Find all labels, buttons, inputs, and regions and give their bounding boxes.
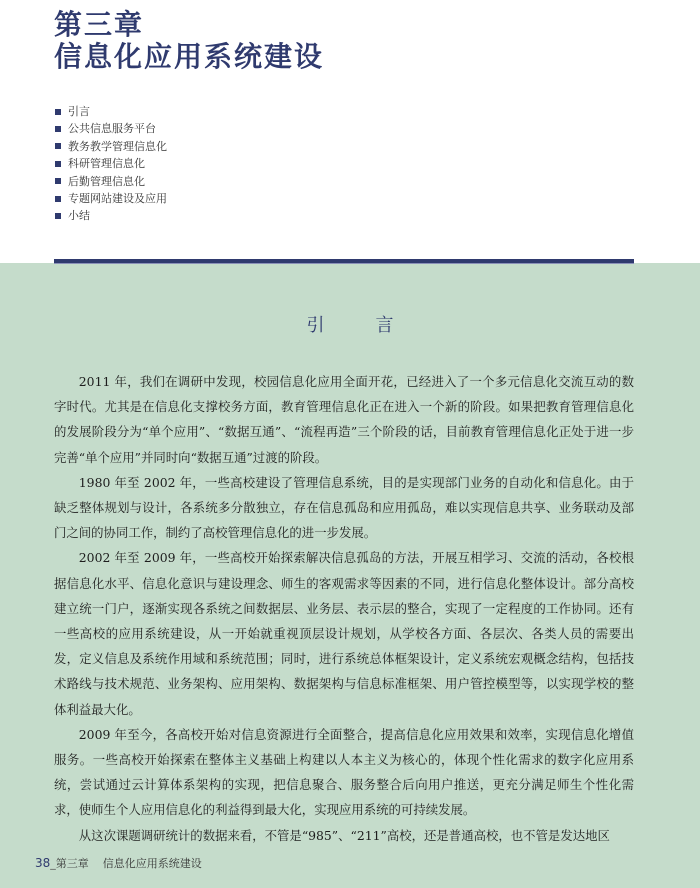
- paragraph: 2011 年，我们在调研中发现，校园信息化应用全面开花，已经进入了一个多元信息化交流互动的数字时代。尤其是在信息化支撑校务方面，教育管理信息化正在进入一个新的阶段。如果把教育管理信息化的发展阶段分为“单个应用”、“数据互通”、“流程再造”三个阶段的话，目前教育管理信息化正处于进一步完善“单个应用”并同时向“数据互通”过渡的阶段。: [54, 374, 634, 465]
- square-bullet-icon: [55, 109, 61, 115]
- toc-item: [55, 190, 167, 207]
- paragraph: 2002 年至 2009 年，一些高校开始探索解决信息孤岛的方法，开展互相学习、交流的活动，各校根据信息化水平、信息化意识与建设理念、师生的客观需求等因素的不同，进行信息化整体设计。部分高校建立统一门户，逐渐实现各系统之间数据层、业务层、表示层的整合，实现了一定程度的工作协同。还有一些高校的应用系统建设，从一开始就重视顶层设计规划，从学校各方面、各层次、各类人员的需要出发，定义信息及系统作用域和系统范围；同时，进行系统总体框架设计，定义系统宏观概念结构，包括技术路线与技术规范、业务架构、应用架构、数据架构与信息标准框架、用户管控模型等，以实现学校的整体利益最大化。: [54, 550, 634, 717]
- toc-item: [55, 173, 167, 190]
- chapter-toc: [55, 103, 167, 225]
- body-text: [54, 369, 634, 848]
- section-title: [0, 311, 700, 337]
- square-bullet-icon: [55, 126, 61, 132]
- paragraph: 从这次课题调研统计的数据来看，不管是“985”、“211”高校，还是普通高校，也不管是发达地区: [78, 827, 610, 843]
- toc-item: [55, 103, 167, 120]
- square-bullet-icon: [55, 178, 61, 184]
- chapter-header: [0, 0, 700, 263]
- square-bullet-icon: [55, 161, 61, 167]
- toc-item-label: 小结: [68, 209, 90, 223]
- footer-separator: _: [50, 857, 56, 870]
- toc-item-label: 后勤管理信息化: [68, 174, 145, 188]
- toc-item-label: 科研管理信息化: [68, 157, 145, 171]
- toc-item: [55, 155, 167, 172]
- square-bullet-icon: [55, 143, 61, 149]
- toc-item-label: 公共信息服务平台: [68, 122, 156, 136]
- section-title-char: 言: [375, 315, 394, 336]
- page-footer: [35, 855, 202, 871]
- toc-item-label: 教务教学管理信息化: [68, 139, 167, 153]
- toc-item: [55, 207, 167, 224]
- header-divider: [54, 259, 634, 264]
- toc-item: [55, 138, 167, 155]
- paragraph: 2009 年至今，各高校开始对信息资源进行全面整合，提高信息化应用效果和效率，实现信息化增值服务。一些高校开始探索在整体主义基础上构建以人本主义为核心的，体现个性化需求的数字化应用系统，尝试通过云计算体系架构的实现，把信息聚合、服务整合后向用户推送，更充分满足师生个性化需求，使师生个人应用信息化的利益得到最大化，实现应用系统的可持续发展。: [54, 726, 634, 818]
- chapter-title: 信息化应用系统建设: [54, 40, 325, 73]
- paragraph: 1980 年至 2002 年，一些高校建设了管理信息系统，目的是实现部门业务的自动化和信息化。由于缺乏整体规划与设计，各系统多分散独立，存在信息孤岛和应用孤岛，难以实现信息共享、业务联动及部门之间的协同工作，制约了高校管理信息化的进一步发展。: [54, 474, 634, 541]
- toc-item-label: 专题网站建设及应用: [68, 191, 167, 205]
- toc-item-label: 引言: [68, 105, 90, 118]
- chapter-number: 第三章: [54, 8, 145, 41]
- section-title-char: 引: [306, 315, 325, 336]
- square-bullet-icon: [55, 196, 61, 202]
- content-area: [0, 263, 700, 888]
- square-bullet-icon: [55, 213, 61, 219]
- page-number: 38: [35, 856, 51, 870]
- footer-chapter-label: 第三章: [55, 857, 89, 870]
- toc-item: [55, 120, 167, 137]
- footer-chapter-title: 信息化应用系统建设: [102, 857, 202, 870]
